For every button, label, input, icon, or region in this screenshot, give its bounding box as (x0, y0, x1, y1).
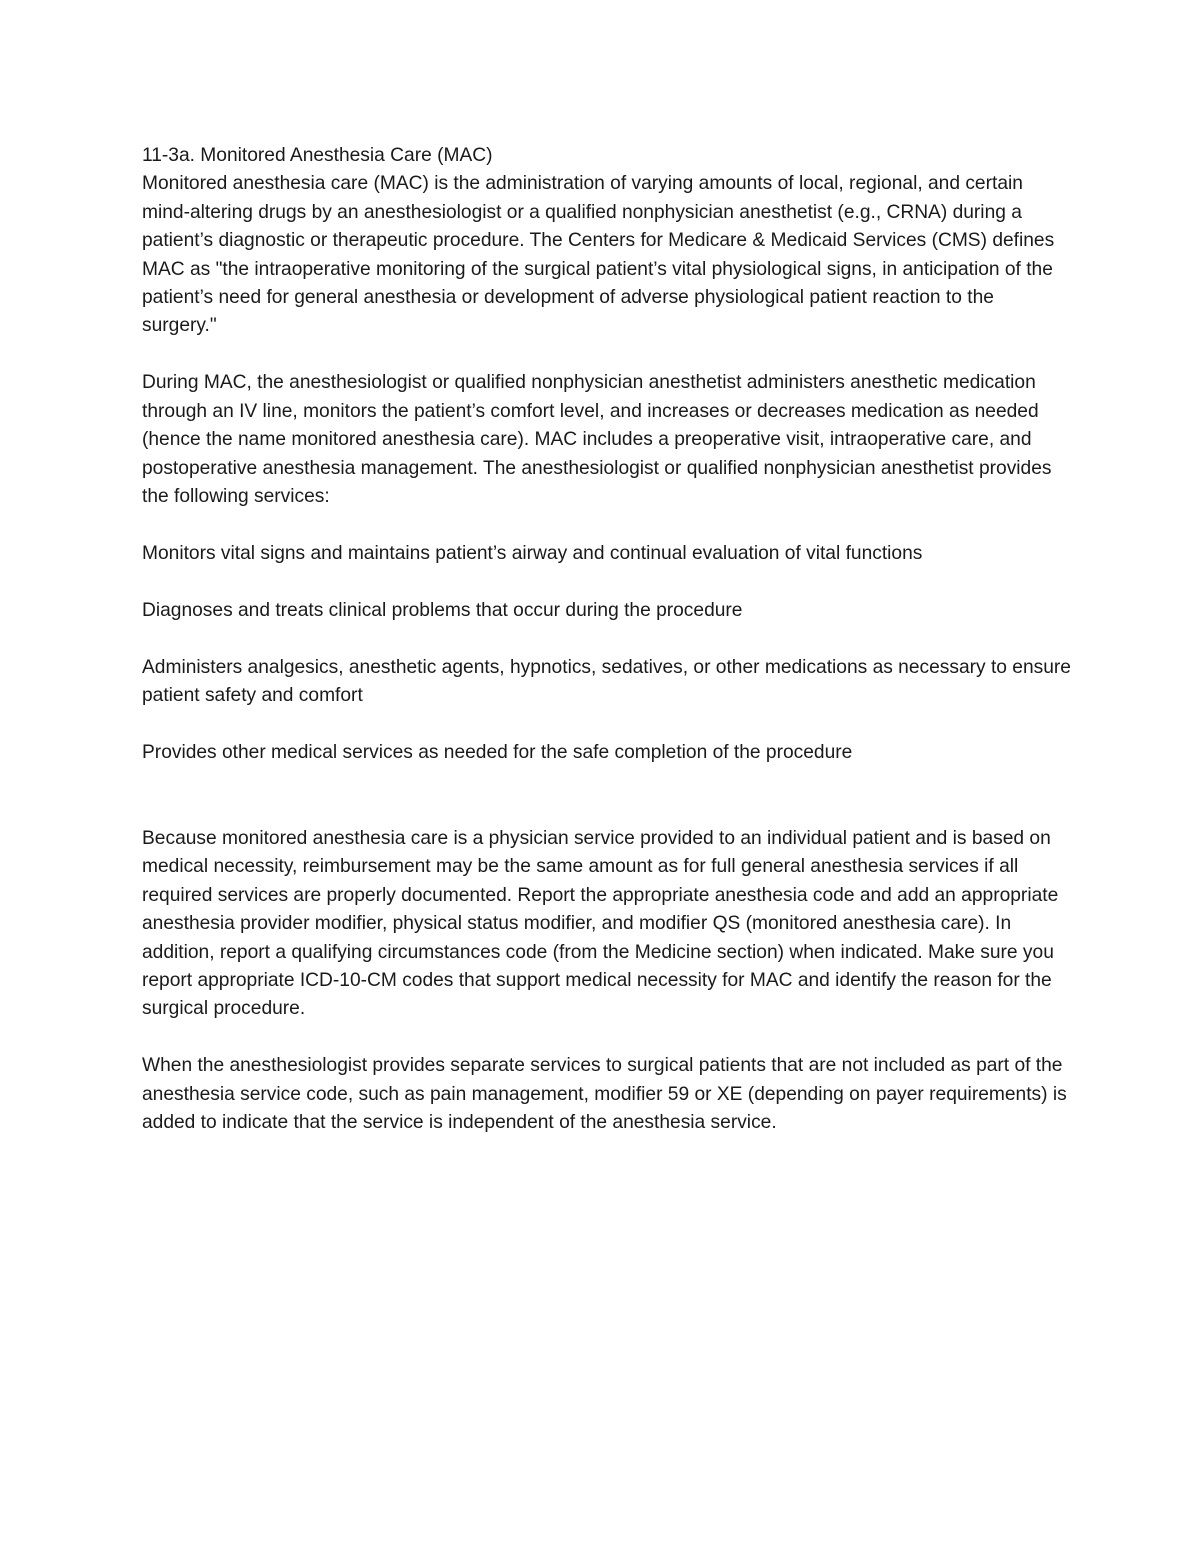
service-item: Administers analgesics, anesthetic agents, hypnotics, sedatives, or other medications as necessary to ensure patient safety and comfort (142, 657, 1071, 707)
intro-paragraph: Monitored anesthesia care (MAC) is the administration of varying amounts of local, regional, and certain mind-altering drugs by an anesthesiologist or a qualified nonphysician anesthetist (e.g., CRNA) during a patient’s diagnostic or therapeutic procedure. The Centers for Medicare & Medicaid Services (CMS) defines MAC as "the intraoperative monitoring of the surgical patient’s vital physiological signs, in anticipation of the patient’s need for general anesthesia or development of adverse physiological patient reaction to the surgery." (142, 173, 1055, 337)
service-item: Provides other medical services as needed for the safe completion of the procedure (142, 742, 853, 764)
separate-services-paragraph: When the anesthesiologist provides separate services to surgical patients that are not included as part of the anesthesia service code, such as pain management, modifier 59 or XE (depending on payer requirements) is added to indicate that the service is independent of the anesthesia service. (142, 1055, 1067, 1134)
section-heading: 11-3a. Monitored Anesthesia Care (MAC) (142, 145, 493, 166)
service-item: Diagnoses and treats clinical problems that occur during the procedure (142, 600, 743, 622)
reimbursement-paragraph: Because monitored anesthesia care is a physician service provided to an individual patient and is based on medical necessity, reimbursement may be the same amount as for full general anesthesia services if all required services are properly documented. Report the appropriate anesthesia code and add an appropriate anesthesia provider modifier, physical status modifier, and modifier QS (monitored anesthesia care). In addition, report a qualifying circumstances code (from the Medicine section) when indicated. Make sure you report appropriate ICD-10-CM codes that support medical necessity for MAC and identify the reason for the surgical procedure. (142, 827, 1059, 1020)
mac-description-paragraph: During MAC, the anesthesiologist or qualified nonphysician anesthetist administers anesthetic medication through an IV line, monitors the patient’s comfort level, and increases or decreases medication as needed (hence the name monitored anesthesia care). MAC includes a preoperative visit, intraoperative care, and postoperative anesthesia management. The anesthesiologist or qualified nonphysician anesthetist provides the following services: (142, 372, 1052, 508)
document-body (142, 142, 1072, 1138)
service-item: Monitors vital signs and maintains patient’s airway and continual evaluation of vital functions (142, 543, 923, 565)
